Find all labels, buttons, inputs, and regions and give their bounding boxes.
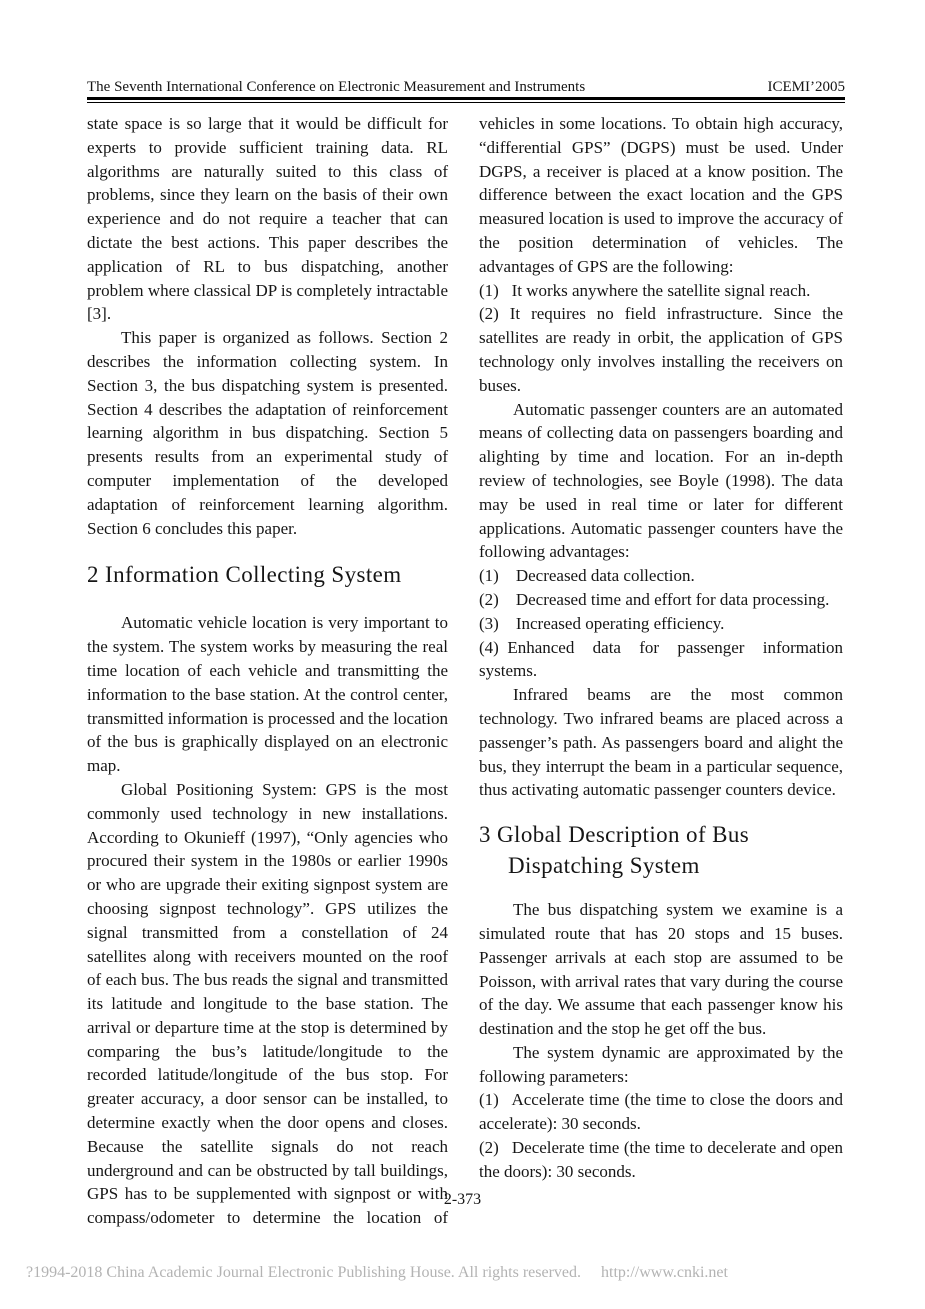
paragraph-dgps: vehicles in some locations. To obtain high accuracy, “differential GPS” (DGPS) must be used. Under DGPS, a receiver is placed at a know position. The difference between the exact location and the GPS measured location is used to improve the accuracy of the position determination of vehicles. The advantages of GPS are the following: <box>479 114 843 276</box>
list-item-apc-advantage-1: (1) Decreased data collection. <box>479 566 695 586</box>
paragraph-organization: This paper is organized as follows. Section 2 describes the information collecting system. In Section 3, the bus dispatching system is presented. Section 4 describes the adaptation of reinforcement learning algorithm in bus dispatching. Section 5 presents results from an experimental study of computer implementation of the developed adaptation of reinforcement learning algorithm. Section 6 concludes this paper. <box>87 328 448 538</box>
paragraph-gps: Global Positioning System: GPS is the most commonly used technology in new installations. According to Okunieff (1997), “Only agencies who procured their system in the 1980s or earlier 1990s or who are upgrade their exiting signpost system are choosing signpost technology”. GPS utilizes the signal transmitted from a constellation of 24 satellites along with receivers mounted on the roof of each bus. The bus reads the signal and transmitted its latitude and longitude to the base station. The arrival or departure time at the stop is determined by comparing the bus’s latitude/longitude to the recorded latitude/longitude of the bus stop. For greater accuracy, a door sensor can be installed, to determine exactly when the door opens and closes. Because the satellite signals do not reach underground and can be obstructed by tall buildings, GPS has to be supplemented with signpost or with compass/odometer to determine the location of <box>87 779 448 1228</box>
paragraph-infrared: Infrared beams are the most common technology. Two infrared beams are placed across a passenger’s path. As passengers board and alight the bus, they interrupt the beam in a particular sequence, thus activating automatic passenger counters device. <box>479 685 843 800</box>
header-rule <box>87 97 845 103</box>
conference-title: The Seventh International Conference on Electronic Measurement and Instruments <box>87 79 586 95</box>
copyright-notice: ?1994-2018 China Academic Journal Electronic Publishing House. All rights reserved. http://www.cnki.net <box>26 1264 728 1281</box>
running-head <box>87 79 845 96</box>
paragraph-dynamics: The system dynamic are approximated by the following parameters: <box>479 1042 843 1086</box>
left-column <box>87 112 448 1230</box>
list-item-gps-advantage-1: (1) It works anywhere the satellite signal reach. <box>479 280 811 300</box>
list-item-gps-advantage-2: (2) It requires no field infrastructure. Since the satellites are ready in orbit, the application of GPS technology only involves installing the receivers on buses. <box>479 304 843 395</box>
list-item-parameter-1: (1) Accelerate time (the time to close the doors and accelerate): 30 seconds. <box>479 1090 843 1134</box>
section-heading-3: 3 Global Description of Bus Dispatching System <box>479 822 750 879</box>
list-item-apc-advantage-3: (3) Increased operating efficiency. <box>479 613 725 633</box>
paragraph-rl-intro: state space is so large that it would be difficult for experts to provide sufficient training data. RL algorithms are naturally suited to this class of problems, since they learn on the basis of their own experience and do not require a teacher that can dictate the best actions. This paper describes the application of RL to bus dispatching, another problem where classical DP is completely intractable [3]. <box>87 114 448 324</box>
paragraph-apc: Automatic passenger counters are an automated means of collecting data on passengers boarding and alighting by time and location. For an in-depth review of technologies, see Boyle (1998). The data may be used in real time or later for different applications. Automatic passenger counters have the following advantages: <box>479 399 843 562</box>
right-column <box>479 112 843 1184</box>
list-item-apc-advantage-2: (2) Decreased time and effort for data processing. <box>479 589 830 609</box>
paragraph-route: The bus dispatching system we examine is a simulated route that has 20 stops and 15 buses. Passenger arrivals at each stop are assumed to be Poisson, with arrival rates that vary during the course of the day. We assume that each passenger know his destination and the stop he get off the bus. <box>479 900 843 1039</box>
list-item-apc-advantage-4: (4) Enhanced data for passenger information systems. <box>479 637 843 681</box>
section-heading-2: 2 Information Collecting System <box>87 562 402 588</box>
list-item-parameter-2: (2) Decelerate time (the time to decelerate and open the doors): 30 seconds. <box>479 1138 843 1181</box>
conference-label: ICEMI’2005 <box>767 79 845 95</box>
page-number: 2-373 <box>443 1191 482 1208</box>
paragraph-avl: Automatic vehicle location is very important to the system. The system works by measuring the real time location of each vehicle and transmitting the information to the base station. At the control center, transmitted information is processed and the location of the bus is graphically displayed on an electronic map. <box>87 613 448 776</box>
